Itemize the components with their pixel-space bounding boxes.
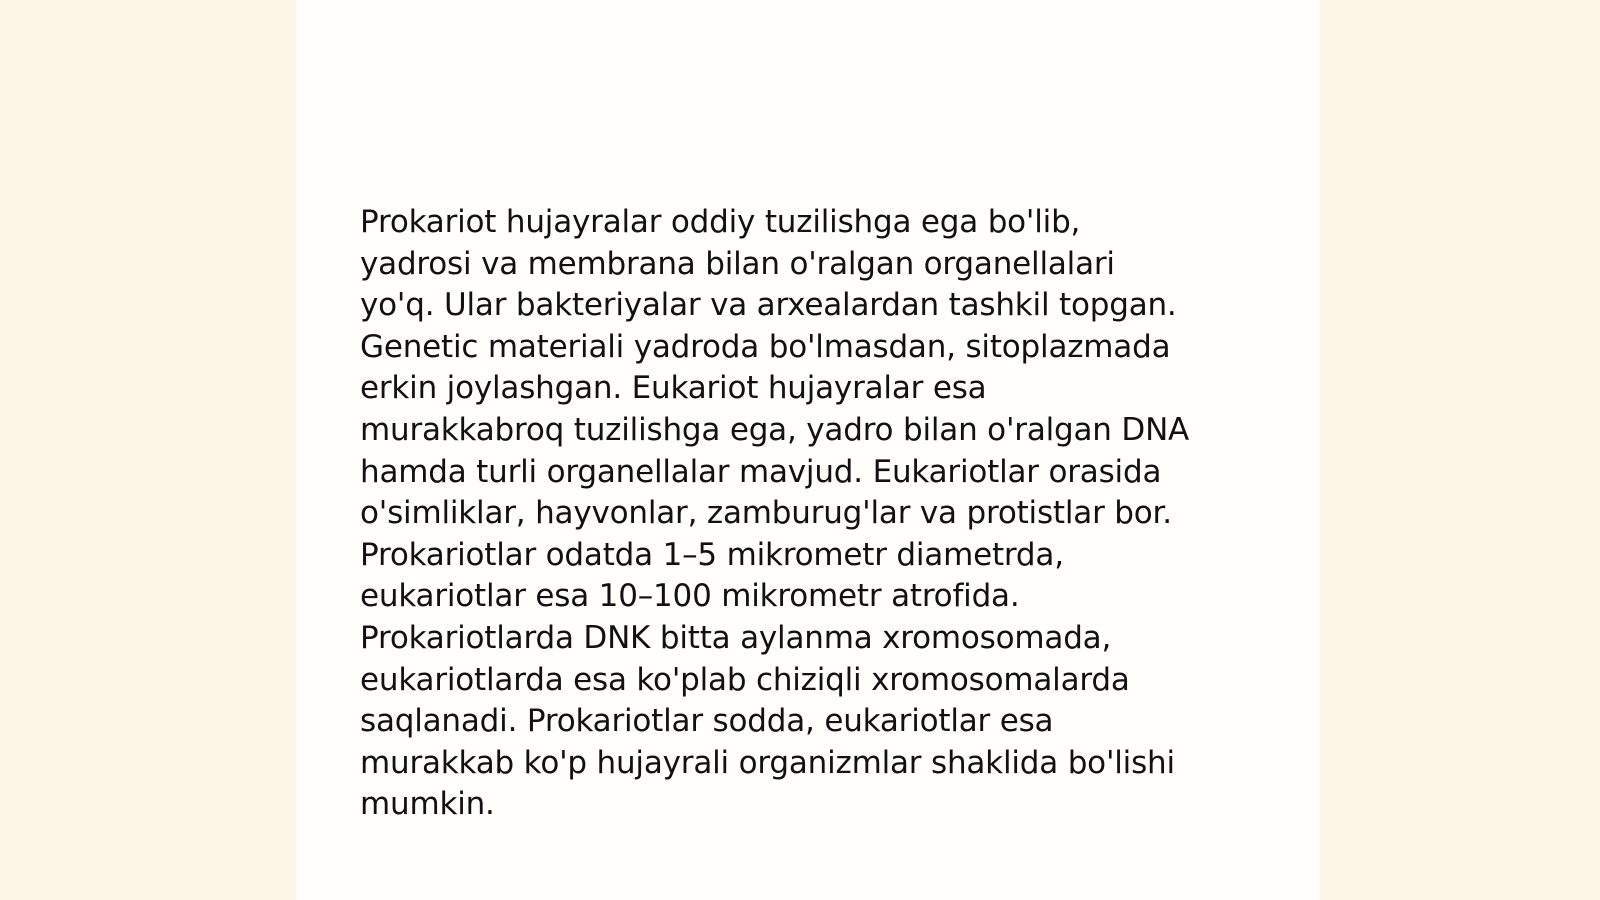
slide-body-text: Prokariot hujayralar oddiy tuzilishga ega bo'lib, yadrosi va membrana bilan o'ralgan organellalari yo'q. Ular bakteriyalar va arxealardan tashkil topgan. Genetic materiali yadroda bo'lmasdan, sitoplazmada erkin joylashgan. Eukariot hujayralar esa murakkabroq tuzilishga ega, yadro bilan o'ralgan DNA hamda turli organellalar mavjud. Eukariotlar orasida o'simliklar, hayvonlar, zamburug'lar va protistlar bor. Prokariotlar odatda 1–5 mikrometr diametrda, eukariotlar esa 10–100 mikrometr atrofida. Prokariotlarda DNK bitta aylanma xromosomada, eukariotlarda esa ko'plab chiziqli xromosomalarda saqlanadi. Prokariotlar sodda, eukariotlar esa murakkab ko'p hujayrali organizmlar shaklida bo'lishi mumkin. [360, 204, 1190, 823]
right-margin [1320, 0, 1600, 900]
left-margin [0, 0, 296, 900]
slide [296, 0, 1320, 900]
